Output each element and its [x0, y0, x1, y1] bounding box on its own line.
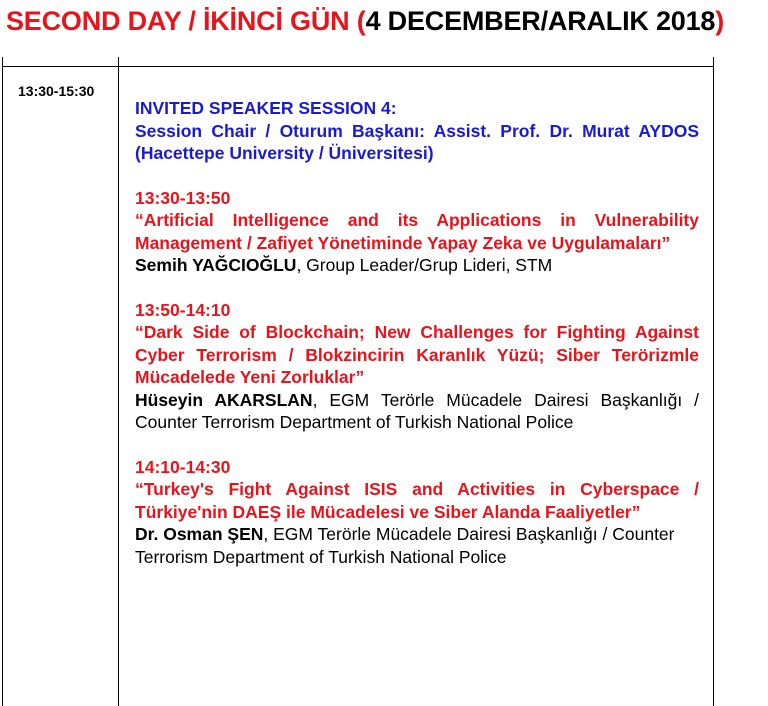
session-chair: Session Chair / Oturum Başkanı: Assist. Prof. Dr. Murat AYDOS (Hacettepe University / Üniversitesi)	[135, 120, 699, 163]
table-column-divider	[118, 57, 119, 706]
talk-title: “Dark Side of Blockchain; New Challenges for Fighting Against Cyber Terrorism / Blokzincirin Karanlık Yüzü; Siber Terörizmle Mücadelede Yeni Zorluklar”	[135, 322, 699, 387]
talk-item	[135, 187, 699, 277]
talk-item	[135, 299, 699, 434]
heading-close: )	[715, 6, 725, 36]
talk-title: “Artificial Intelligence and its Applications in Vulnerability Management / Zafiyet Yönetiminde Yapay Zeka ve Uygulamaları”	[135, 210, 699, 253]
table-right-border	[713, 57, 714, 706]
heading-day: SECOND DAY / İKİNCİ GÜN (	[6, 6, 366, 36]
talk-item	[135, 456, 699, 569]
talk-title: “Turkey's Fight Against ISIS and Activities in Cyberspace / Türkiye'nin DAEŞ ile Mücadelesi ve Siber Alanda Faaliyetler”	[135, 479, 699, 522]
talk-affiliation: , Group Leader/Grup Lideri, STM	[296, 255, 553, 275]
talk-time: 13:30-13:50	[135, 187, 231, 208]
page-heading	[6, 6, 724, 37]
talk-speaker: Dr. Osman ŞEN	[135, 524, 264, 544]
talk-time: 14:10-14:30	[135, 456, 231, 477]
talk-speaker-line	[135, 523, 699, 568]
talk-time: 13:50-14:10	[135, 299, 231, 320]
talk-speaker-line	[135, 389, 699, 434]
session-time: 13:30-15:30	[18, 83, 95, 99]
session-content	[135, 97, 699, 590]
heading-date: 4 DECEMBER/ARALIK 2018	[365, 6, 716, 36]
table-top-border	[2, 66, 713, 67]
session-title: INVITED SPEAKER SESSION 4:	[135, 98, 397, 118]
talk-speaker: Hüseyin AKARSLAN	[135, 389, 313, 410]
talk-affiliation: , EGM Terörle Mücadele Dairesi Başkanlığı / Counter Terrorism Department of Turkish National Police	[135, 389, 700, 432]
talk-speaker: Semih YAĞCIOĞLU	[135, 255, 297, 275]
table-left-border	[2, 57, 3, 706]
talk-affiliation: , EGM Terörle Mücadele Dairesi Başkanlığı / Counter Terrorism Department of Turkish National Police	[135, 524, 675, 567]
session-header	[135, 97, 699, 165]
talk-speaker-line	[135, 254, 699, 277]
